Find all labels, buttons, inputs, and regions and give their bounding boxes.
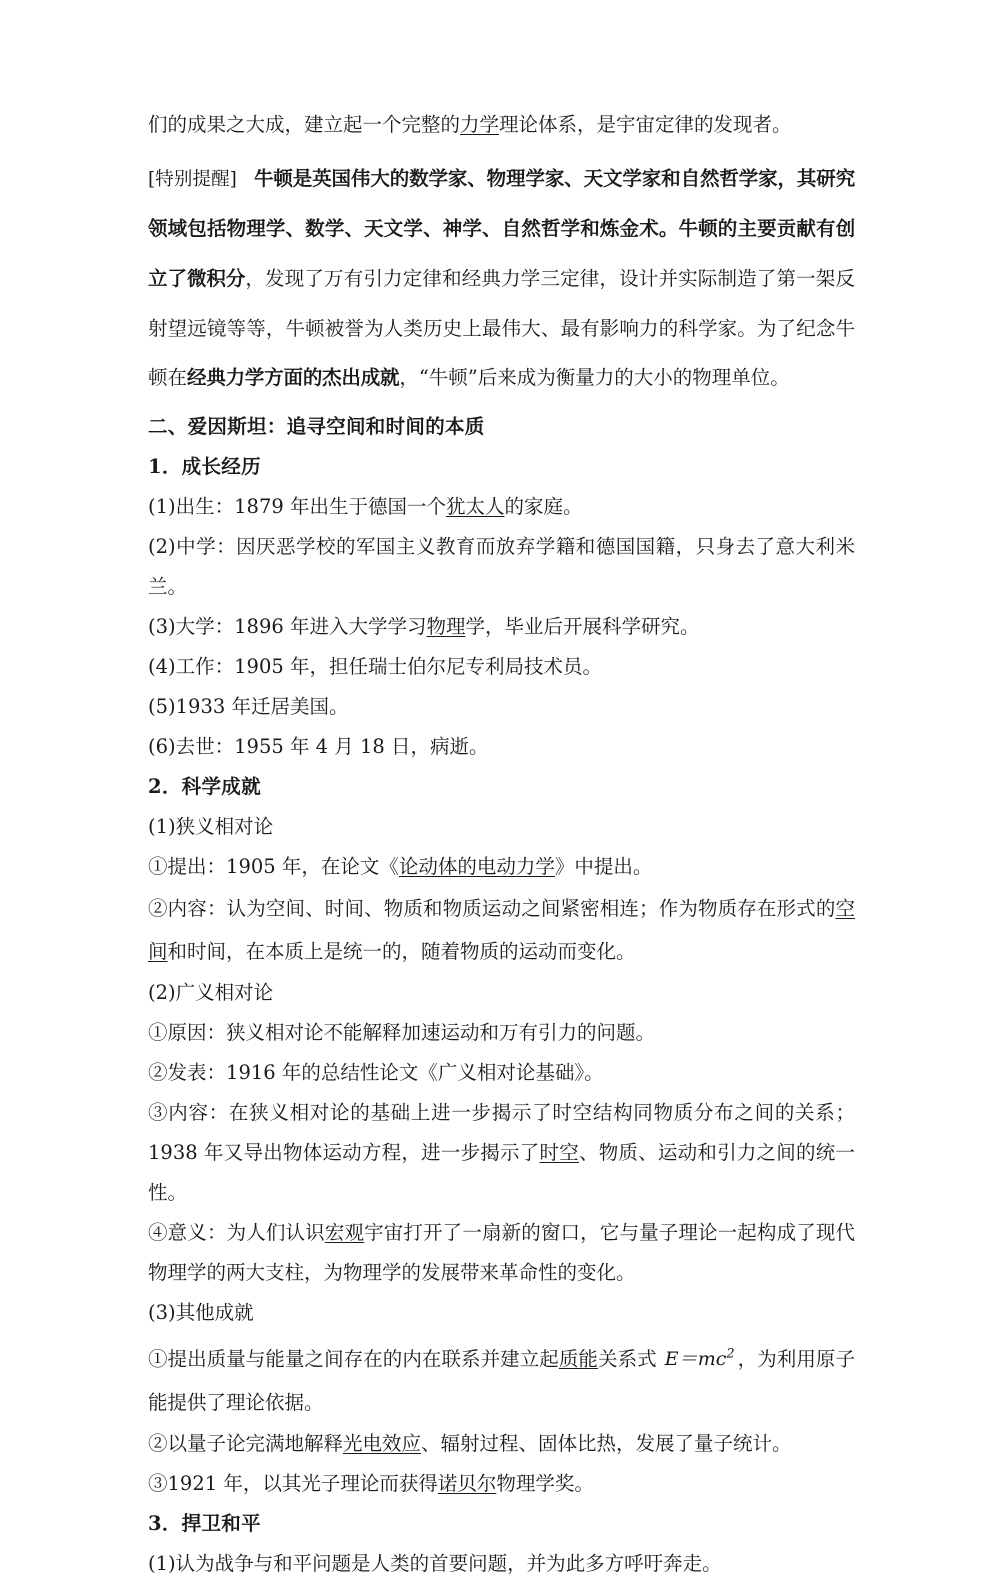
list-item [148, 1464, 855, 1504]
opening-paragraph-keyword: 力学 [460, 113, 500, 136]
group-title: 其他成就 [175, 1301, 254, 1324]
item-label: 大学： [175, 615, 235, 638]
item-text-pre: 1879 年出生于德国一个 [234, 495, 446, 518]
item-text-pre: 狭义相对论不能解释加速运动和万有引力的问题。 [226, 1021, 656, 1044]
item-marker: ② [148, 1432, 168, 1456]
item-label: 原因： [167, 1021, 227, 1044]
item-marker: (3) [148, 615, 176, 638]
group-marker: (3) [148, 1301, 176, 1324]
item-marker: (1) [148, 495, 176, 518]
list-item [148, 887, 855, 973]
list-item [148, 1093, 855, 1213]
item-text-pre: 以量子论完满地解释 [167, 1432, 344, 1456]
list-item [148, 1424, 855, 1464]
subheading-growth [148, 447, 855, 487]
item-text-post: 宇宙打开了一扇新的窗口，它与量子理论一起构成了现代物理学的两大支柱，为物理学的发展带来革命性的变化。 [148, 1221, 855, 1284]
group-marker: (2) [148, 981, 176, 1004]
group-title: 广义相对论 [175, 981, 274, 1004]
item-text-post: 和时间，在本质上是统一的，随着物质的运动而变化。 [167, 940, 636, 963]
list-item [148, 1013, 855, 1053]
item-text-pre: 1916 年的总结性论文《广义相对论基础》。 [226, 1061, 604, 1084]
item-label: 发表： [167, 1061, 227, 1084]
formula-exponent: 2 [726, 1347, 735, 1362]
item-text-post: 、辐射过程、固体比热，发展了量子统计。 [421, 1432, 792, 1456]
group-heading-general-relativity [148, 973, 855, 1013]
list-item [148, 847, 855, 887]
item-text-post: 物理学奖。 [496, 1472, 594, 1496]
list-item [148, 1333, 855, 1424]
item-keyword: 物理 [426, 615, 466, 638]
item-text-pre: 在狭义相对论的基础上进一步揭示了时空结构同物质分布之间的关系；1938 年又导出物体运动方程，进一步揭示了 [148, 1101, 855, 1164]
item-keyword: 时空 [539, 1141, 579, 1164]
section-heading-einstein: 二、爱因斯坦：追寻空间和时间的本质 [148, 416, 485, 438]
item-marker: ① [148, 1347, 168, 1371]
item-text-pre: 1955 年 4 月 18 日，病逝。 [234, 735, 489, 758]
special-tip-label: [特别提醒] [148, 169, 237, 190]
group-heading-special-relativity [148, 807, 855, 847]
item-marker: ④ [148, 1221, 168, 1244]
mass-energy-formula [662, 1348, 738, 1370]
item-text-mid: 关系式 [598, 1347, 657, 1371]
item-text-pre: 1933 年迁居美国。 [175, 695, 349, 718]
subheading-defend-peace-title: 捍卫和平 [181, 1513, 261, 1536]
item-keyword: 质能 [558, 1347, 598, 1371]
subheading-growth-number: 1． [148, 455, 182, 478]
item-keyword: 诺贝尔 [437, 1472, 497, 1496]
item-text-pre: 1905 年，在论文《 [226, 855, 399, 878]
special-tip-paragraph [148, 154, 855, 403]
special-tip-plain-1: ，发现了万有引力定律和经典力学三定律，设计并实际制造了第一架反射望远镜等等，牛顿被誉为人类历史上最伟大、最有影响力的科学家。为了纪念牛顿在 [148, 267, 855, 389]
item-text-pre: 认为空间、时间、物质和物质运动之间紧密相连；作为物质存在形式的 [226, 897, 836, 920]
item-keyword: 论动体的电动力学 [398, 855, 555, 878]
item-keyword: 犹太人 [445, 495, 505, 518]
item-marker: (2) [148, 535, 176, 558]
item-text-post: ，为利用原子能提供了理论依据。 [148, 1347, 855, 1415]
item-marker: ③ [148, 1472, 168, 1496]
item-text-post: 的家庭。 [504, 495, 583, 518]
list-item [148, 1544, 855, 1584]
list-item [148, 1213, 855, 1293]
opening-paragraph-pre: 们的成果之大成，建立起一个完整的 [148, 113, 461, 136]
item-label: 出生： [175, 495, 235, 518]
special-tip-bold-highlight: 经典力学方面的杰出成就 [187, 367, 400, 389]
item-label: 内容： [168, 1101, 229, 1124]
item-keyword: 空间 [148, 897, 855, 963]
item-text-post: 、物质、运动和引力之间的统一性。 [148, 1141, 855, 1204]
group-heading-other-achievements [148, 1293, 855, 1333]
item-marker: ① [148, 855, 168, 878]
item-text-pre: 为人们认识 [226, 1221, 325, 1244]
subheading-growth-title: 成长经历 [181, 456, 261, 478]
item-text-pre: 提出质量与能量之间存在的内在联系并建立起 [167, 1347, 559, 1371]
item-marker: ① [148, 1021, 168, 1044]
list-item [148, 647, 855, 687]
item-text-pre: 认为战争与和平问题是人类的首要问题，并为此多方呼吁奔走。 [175, 1552, 722, 1576]
special-tip-plain-2: ，“牛顿”后来成为衡量力的大小的物理单位。 [399, 366, 790, 389]
item-text-pre: 1896 年进入大学学习 [234, 615, 427, 638]
item-marker: (6) [148, 735, 176, 758]
item-marker: ③ [148, 1101, 169, 1124]
item-marker: ② [148, 897, 168, 920]
item-marker: ② [148, 1061, 168, 1084]
item-marker: (5) [148, 695, 176, 718]
item-label: 去世： [175, 735, 235, 758]
list-item [148, 487, 855, 527]
item-text-pre: 1905 年，担任瑞士伯尔尼专利局技术员。 [234, 655, 602, 678]
item-marker: (1) [148, 1552, 176, 1576]
item-marker: (4) [148, 655, 176, 678]
subheading-defend-peace [148, 1504, 855, 1544]
list-item [148, 687, 855, 727]
list-item [148, 727, 855, 767]
special-tip-bold-lead: 牛顿是英国伟大的数学家、物理学家、天文学家和自然哲学家，其研究领域包括物理学、数学、天文学、神学、自然哲学和炼金术。牛顿的主要贡献有创立了微积分 [148, 168, 855, 290]
item-text-post: 》中提出。 [554, 855, 653, 878]
item-label: 提出： [167, 855, 227, 878]
item-keyword: 宏观 [324, 1221, 365, 1244]
formula-base: E＝mc [664, 1348, 727, 1371]
opening-paragraph [148, 104, 855, 146]
subheading-achievements-title: 科学成就 [181, 776, 261, 798]
subheading-achievements [148, 767, 855, 807]
item-label: 意义： [167, 1221, 227, 1244]
opening-paragraph-post: 理论体系，是宇宙定律的发现者。 [499, 113, 792, 136]
list-item [148, 527, 855, 607]
group-title: 狭义相对论 [175, 815, 274, 838]
item-label: 中学： [175, 535, 237, 558]
list-item [148, 607, 855, 647]
item-text-pre: 1921 年，以其光子理论而获得 [167, 1472, 438, 1496]
item-label: 内容： [167, 897, 227, 920]
item-text-post: 学，毕业后开展科学研究。 [465, 615, 700, 638]
subheading-achievements-number: 2． [148, 775, 182, 798]
item-label: 工作： [175, 655, 235, 678]
group-marker: (1) [148, 815, 176, 838]
list-item [148, 1053, 855, 1093]
item-keyword: 光电效应 [343, 1432, 422, 1456]
item-text-pre: 因厌恶学校的军国主义教育而放弃学籍和德国国籍，只身去了意大利米兰。 [148, 535, 855, 598]
subheading-defend-peace-number: 3． [148, 1512, 182, 1536]
